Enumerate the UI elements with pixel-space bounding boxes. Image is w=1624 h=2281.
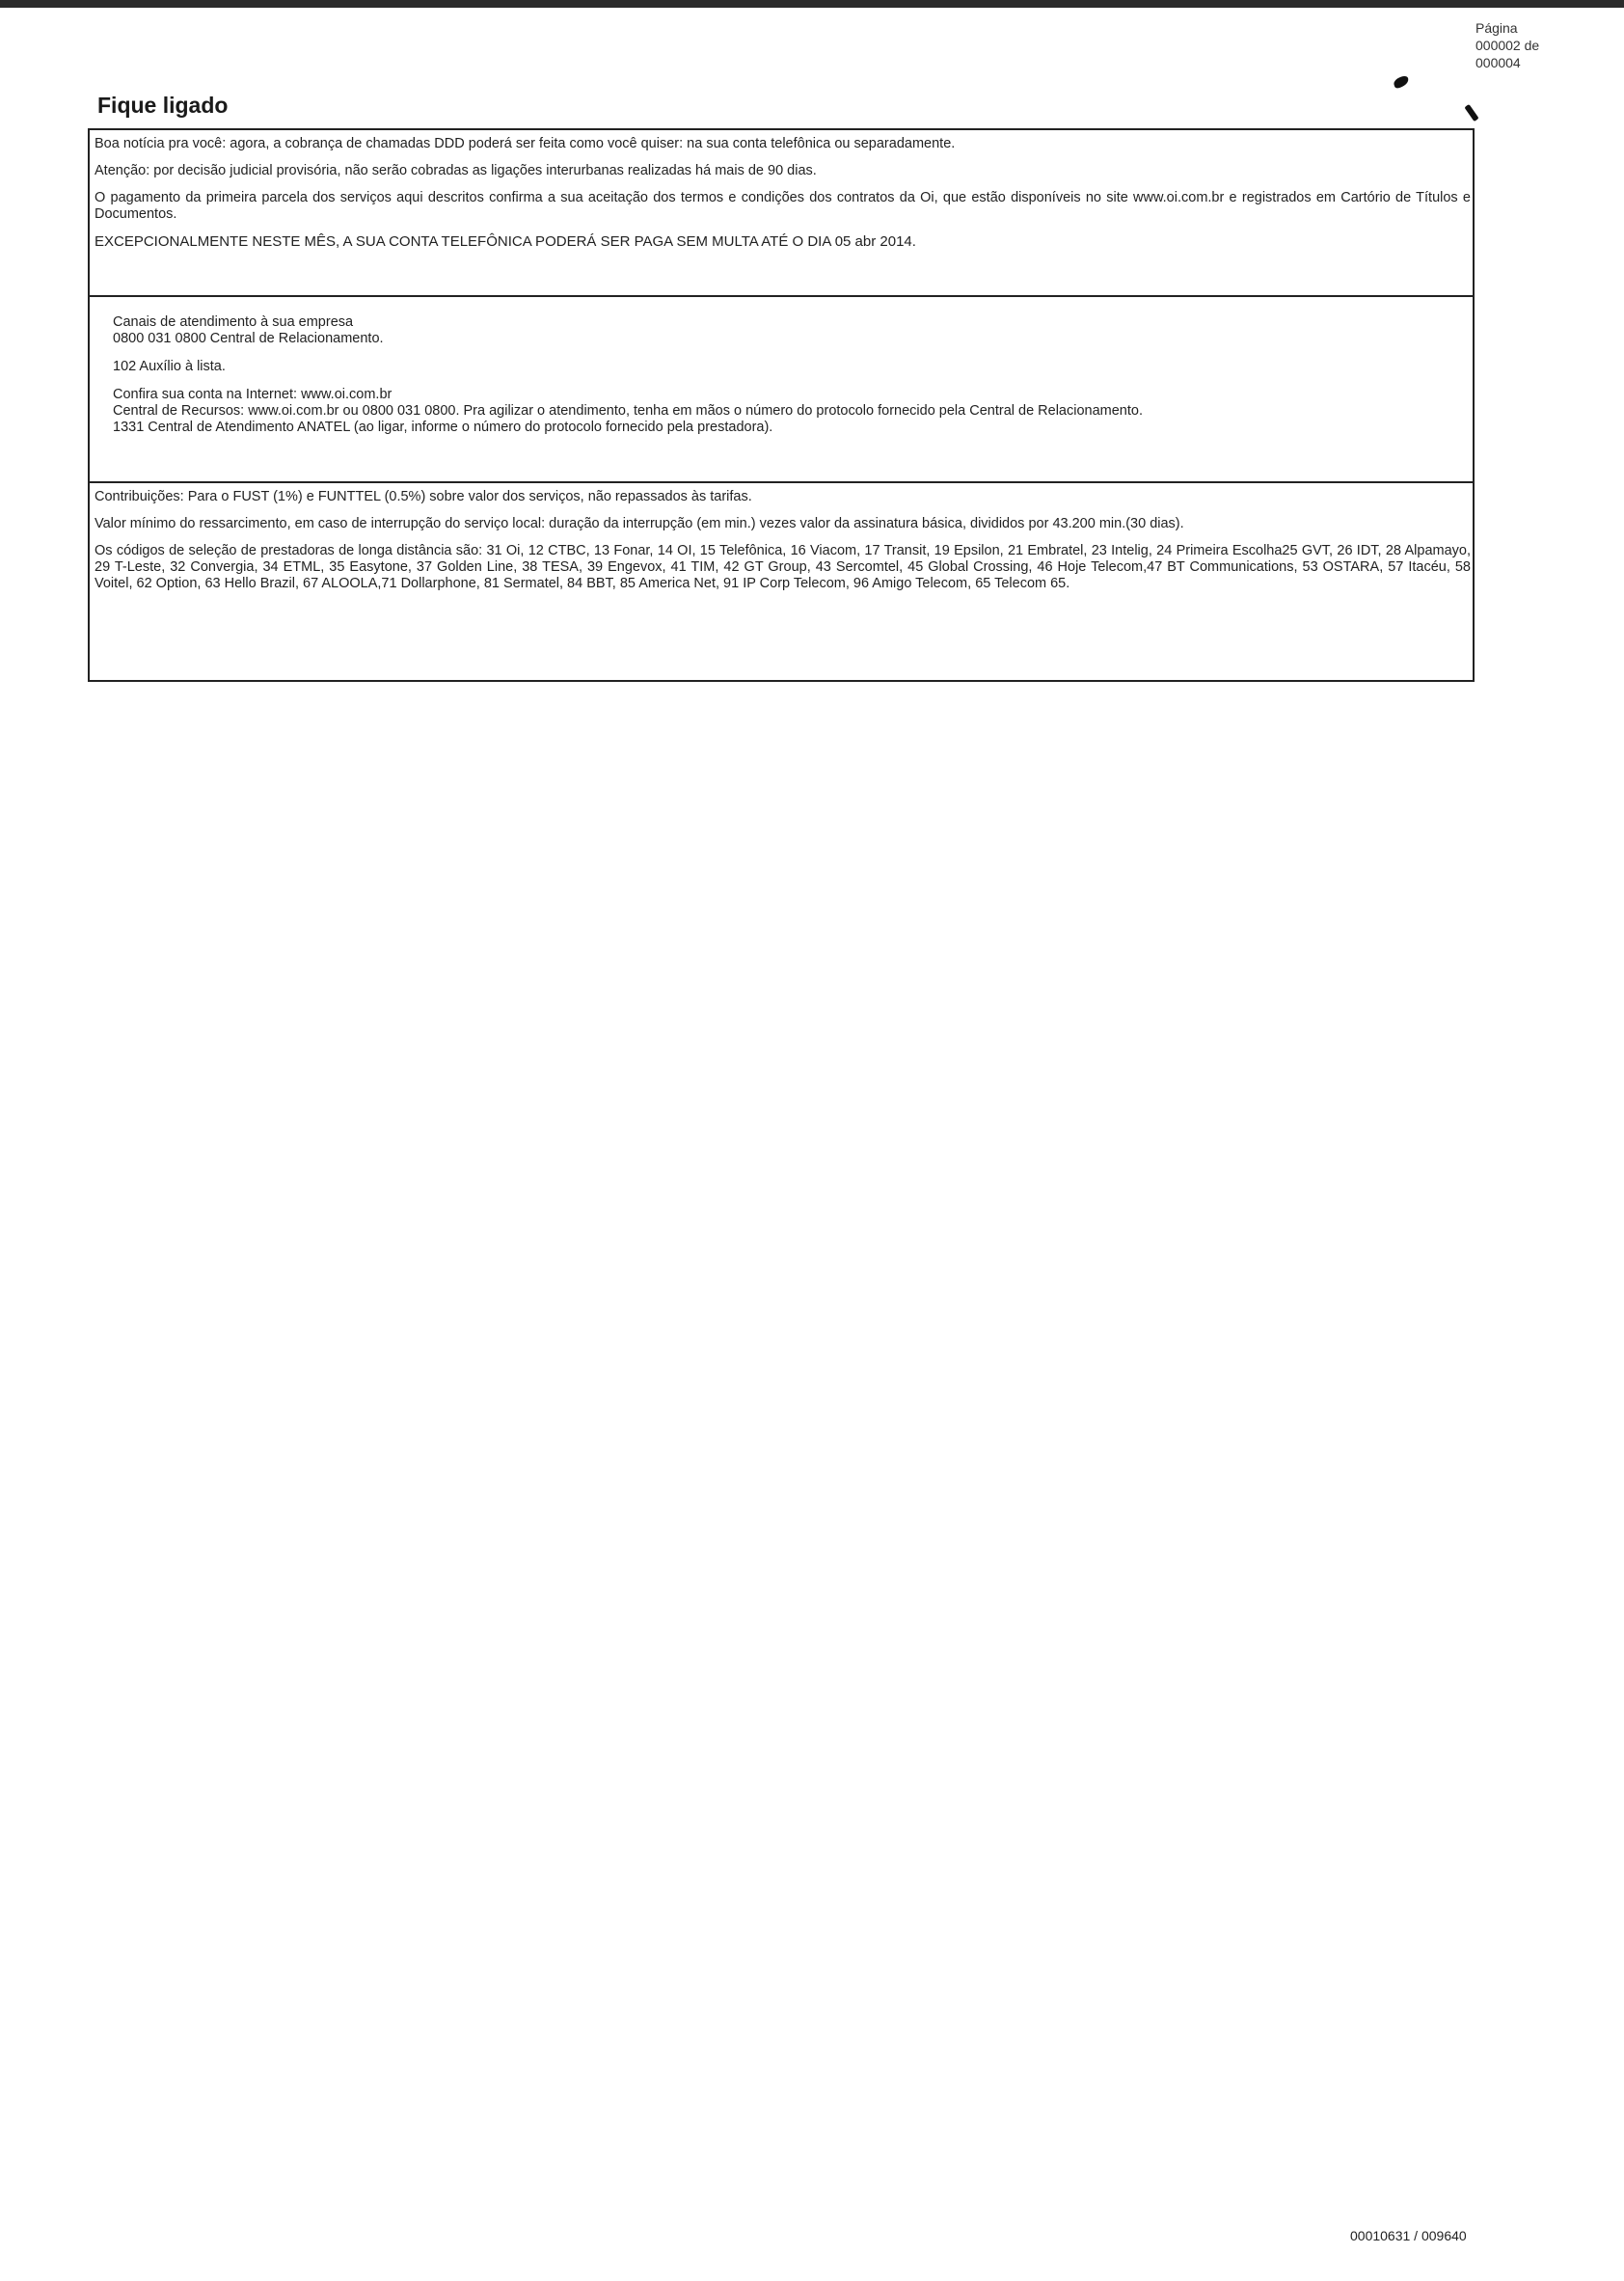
- contact-channels-group: [113, 314, 1461, 347]
- notices-section: [90, 130, 1473, 297]
- footer-code: 00010631 / 009640: [1350, 2228, 1467, 2243]
- scan-mark: [1393, 75, 1410, 90]
- page-total: 000004: [1475, 55, 1521, 70]
- notice-terms: O pagamento da primeira parcela dos serviços aqui descritos confirma a sua aceitação dos termos e condições dos contratos da Oi, que estão disponíveis no site www.oi.com.br e registrados em Cartório de Títulos e Documentos.: [95, 190, 1471, 222]
- info-carrier-codes: Os códigos de seleção de prestadoras de longa distância são: 31 Oi, 12 CTBC, 13 Fonar, 14 OI, 15 Telefônica, 16 Viacom, 17 Transit, 19 Epsilon, 21 Embratel, 23 Intelig, 24 Primeira Escolha25 GVT, 26 IDT, 28 Alpamayo, 29 T-Leste, 32 Convergia, 34 ETML, 35 Easytone, 37 Golden Line, 38 TESA, 39 Engevox, 41 TIM, 42 GT Group, 43 Sercomtel, 45 Global Crossing, 46 Hoje Telecom,47 BT Communications, 53 OSTARA, 57 Itacéu, 58 Voitel, 62 Option, 63 Hello Brazil, 67 ALOOLA,71 Dollarphone, 81 Sermatel, 84 BBT, 85 America Net, 91 IP Corp Telecom, 96 Amigo Telecom, 65 Telecom 65.: [95, 543, 1471, 591]
- notice-ddd: Boa notícia pra você: agora, a cobrança de chamadas DDD poderá ser feita como você quiser: na sua conta telefônica ou separadamente.: [95, 136, 956, 151]
- anatel-center: 1331 Central de Atendimento ANATEL (ao ligar, informe o número do protocolo fornecido pela prestadora).: [113, 420, 773, 435]
- info-section: [90, 483, 1473, 682]
- info-contributions: Contribuições: Para o FUST (1%) e FUNTTEL (0.5%) sobre valor dos serviços, não repassados às tarifas.: [95, 489, 752, 504]
- scan-top-edge: [0, 0, 1624, 8]
- internet-link: Confira sua conta na Internet: www.oi.com.br: [113, 387, 392, 402]
- page-current: 000002 de: [1475, 38, 1540, 53]
- contacts-section: [90, 297, 1473, 483]
- section-title: Fique ligado: [97, 93, 229, 118]
- notice-judicial: Atenção: por decisão judicial provisória, não serão cobradas as ligações interurbanas realizadas há mais de 90 dias.: [95, 163, 817, 178]
- directory-group: [113, 359, 1461, 375]
- page-label: Página: [1475, 20, 1518, 36]
- relationship-center: 0800 031 0800 Central de Relacionamento.: [113, 331, 384, 346]
- info-refund: Valor mínimo do ressarcimento, em caso de interrupção do serviço local: duração da interrupção (em min.) vezes valor da assinatura básica, divididos por 43.200 min.(30 dias).: [95, 516, 1184, 531]
- notice-due-date: EXCEPCIONALMENTE NESTE MÊS, A SUA CONTA TELEFÔNICA PODERÁ SER PAGA SEM MULTA ATÉ O DIA 05 abr 2014.: [95, 233, 916, 250]
- channels-heading: Canais de atendimento à sua empresa: [113, 314, 354, 330]
- scan-mark: [1464, 104, 1478, 122]
- notice-box: [88, 128, 1475, 682]
- directory-assistance: 102 Auxílio à lista.: [113, 359, 226, 374]
- page-number: [1475, 19, 1591, 71]
- resources-center: Central de Recursos: www.oi.com.br ou 0800 031 0800. Pra agilizar o atendimento, tenha em mãos o número do protocolo fornecido pela Central de Relacionamento.: [113, 403, 1143, 419]
- internet-group: [113, 387, 1461, 436]
